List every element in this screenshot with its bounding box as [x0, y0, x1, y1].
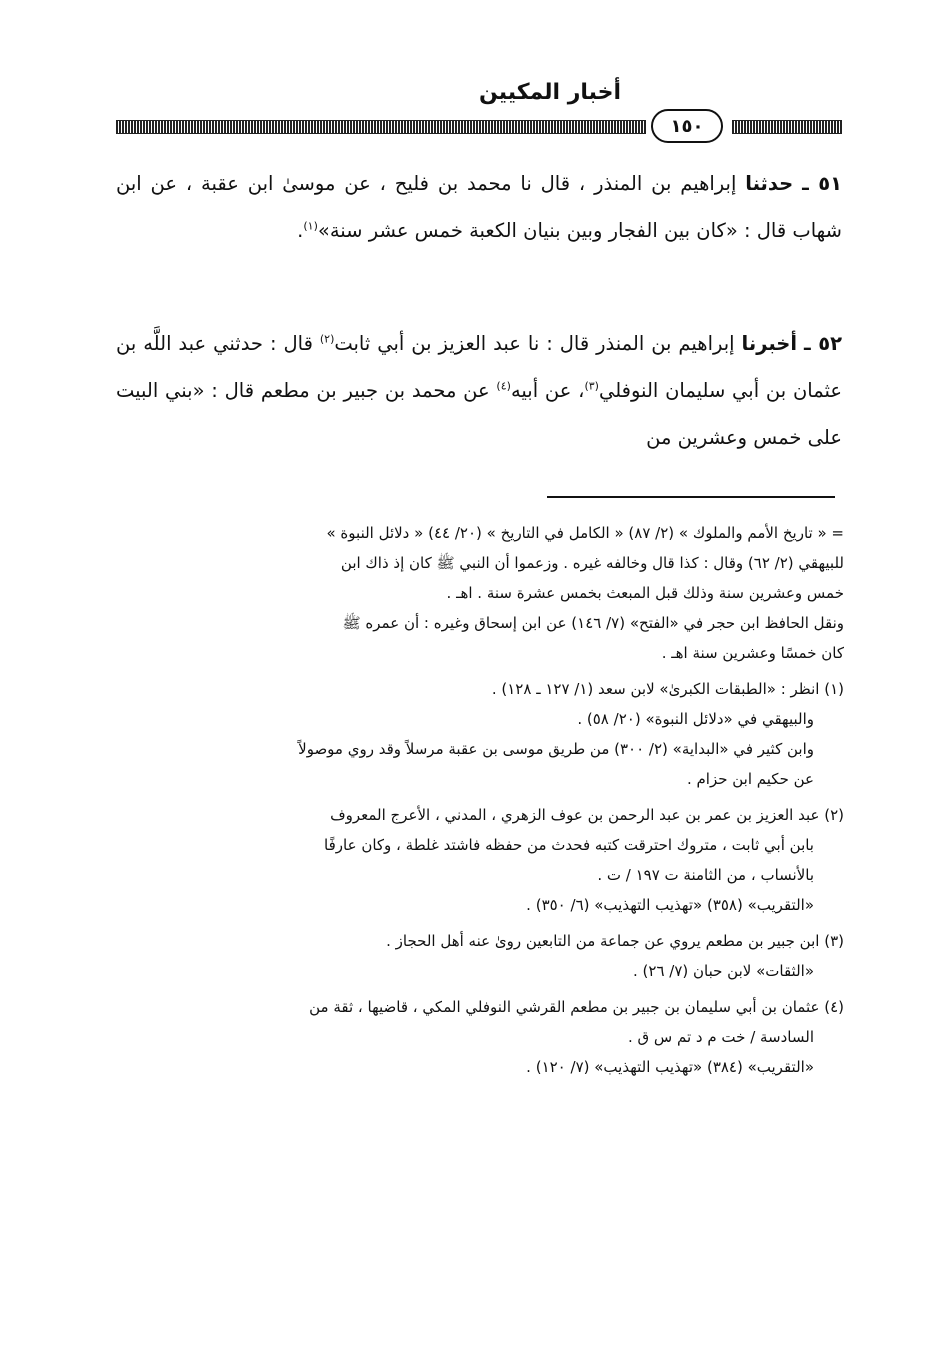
- running-header-title: أخبار المكيين: [478, 80, 622, 105]
- header-ornament-rule-right: [732, 120, 842, 134]
- header-ornament-rule-left: [116, 120, 646, 134]
- hadith-51: [116, 160, 842, 254]
- footnote-line: للبيهقي (٢/ ٦٢) وقال : كذا قال وخالفه غيره . وزعموا أن النبي ﷺ كان إذ ذاك ابن: [340, 554, 844, 572]
- footnote-line: = « تاريخ الأمم والملوك » (٢/ ٨٧) « الكامل في التاريخ » (٢٠/ ٤٤) « دلائل النبوة »: [326, 524, 844, 542]
- hadith-text: قال : حدثني عبد اللَّه بن عثمان بن أبي سليمان النوفلي: [116, 332, 843, 402]
- footnote-line: «التقريب» (٣٨٤) «تهذيب التهذيب» (٧/ ١٢٠) .: [526, 1058, 814, 1076]
- footnote-3: (٣) ابن جبير بن مطعم يروي عن جماعة من التابعين روىٰ عنه أهل الحجاز .: [386, 932, 844, 950]
- footnote-4: (٤) عثمان بن أبي سليمان بن جبير بن مطعم القرشي النوفلي المكي ، قاضيها ، ثقة من: [309, 998, 844, 1016]
- hadith-verb: أخبرنا: [741, 332, 798, 355]
- hadith-52: [116, 320, 842, 461]
- footnote-line: السادسة / خت م د تم س ق .: [627, 1028, 814, 1046]
- footnotes: [114, 518, 844, 1082]
- footnote-line: عن حكيم ابن حزام .: [686, 770, 814, 788]
- footnote-line: «التقريب» (٣٥٨) «تهذيب التهذيب» (٦/ ٣٥٠) .: [526, 896, 814, 914]
- hadith-text: إبراهيم بن المنذر قال : نا عبد العزيز بن أبي ثابت: [334, 332, 742, 355]
- footnote-ref-3: (٣): [584, 379, 599, 393]
- footnote-ref-2: (٢): [319, 332, 335, 346]
- hadith-end: .: [297, 219, 304, 242]
- footnote-line: بالأنساب ، من الثامنة ت ١٩٧ / ت .: [597, 866, 814, 884]
- hadith-number: ٥١ ـ: [802, 172, 842, 195]
- page-number-badge: ١٥٠: [651, 109, 723, 143]
- footnote-ref-1: (١): [303, 219, 318, 233]
- footnote-line: خمس وعشرين سنة وذلك قبل المبعث بخمس عشرة سنة . اهـ .: [446, 584, 844, 602]
- footnote-line: «الثقات» لابن حبان (٧/ ٢٦) .: [633, 962, 814, 980]
- hadith-text: عن محمد بن جبير بن مطعم قال : «بني البيت على خمس وعشرين من: [116, 379, 842, 449]
- hadith-text: ، عن أبيه: [510, 379, 585, 402]
- footnote-1: (١) انظر : «الطبقات الكبرىٰ» لابن سعد (١/ ١٢٧ ـ ١٢٨) .: [491, 680, 844, 698]
- footnote-separator: [547, 496, 835, 498]
- footnote-ref-4: (٤): [496, 379, 511, 393]
- footnote-line: وابن كثير في «البداية» (٢/ ٣٠٠) من طريق موسى بن عقبة مرسلاً وقد روي موصولاً: [298, 740, 814, 758]
- hadith-number: ٥٢ ـ: [803, 332, 842, 355]
- footnote-2: (٢) عبد العزيز بن عمر بن عبد الرحمن بن عوف الزهري ، المدني ، الأعرج المعروف: [330, 806, 844, 824]
- footnote-line: كان خمسًا وعشرين سنة اهـ .: [661, 644, 844, 662]
- footnote-line: والبيهقي في «دلائل النبوة» (٢٠/ ٥٨) .: [577, 710, 814, 728]
- footnote-line: ونقل الحافظ ابن حجر في «الفتح» (٧/ ١٤٦) عن ابن إسحاق وغيره : أن عمره ﷺ: [342, 614, 844, 632]
- hadith-verb: حدثنا: [745, 172, 794, 195]
- hadith-text: إبراهيم بن المنذر ، قال نا محمد بن فليح ، عن موسىٰ ابن عقبة ، عن ابن شهاب قال : «كان بين الفجار وبين بنيان الكعبة خمس عشر سنة»: [116, 172, 842, 242]
- footnote-line: بابن أبي ثابت ، متروك احترقت كتبه فحدث من حفظه فاشتد غلطة ، وكان عارفًا: [324, 836, 814, 854]
